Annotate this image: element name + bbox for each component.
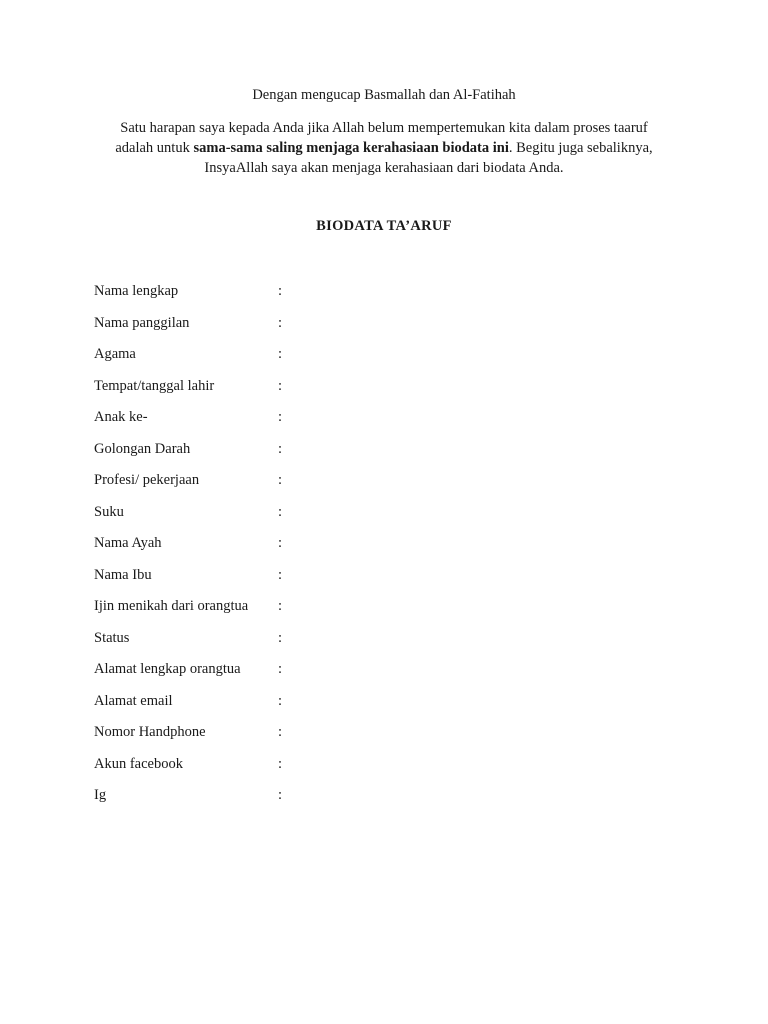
- field-row: [94, 281, 694, 313]
- field-colon: :: [278, 283, 283, 299]
- field-row: [94, 659, 694, 691]
- field-label: Akun facebook: [94, 755, 183, 772]
- field-label: Status: [94, 629, 130, 646]
- field-row: [94, 596, 694, 628]
- intro-line-2-bold: sama-sama saling menjaga kerahasiaan biodata ini: [193, 140, 509, 156]
- field-row: [94, 376, 694, 408]
- field-colon: :: [278, 629, 283, 646]
- field-colon: :: [278, 409, 283, 425]
- field-colon: :: [278, 566, 283, 583]
- field-colon: :: [278, 377, 283, 394]
- field-colon: :: [278, 503, 283, 520]
- field-row: [94, 533, 694, 565]
- field-label: Tempat/tanggal lahir: [94, 377, 215, 394]
- field-label: Nama Ibu: [94, 566, 152, 583]
- field-colon: :: [278, 755, 283, 772]
- field-colon: :: [278, 661, 283, 677]
- field-row: [94, 691, 694, 723]
- field-label: Alamat lengkap orangtua: [94, 661, 241, 677]
- field-row: [94, 754, 694, 786]
- field-row: [94, 722, 694, 754]
- field-label: Suku: [94, 503, 124, 520]
- field-row: [94, 785, 694, 817]
- field-colon: :: [278, 346, 283, 362]
- intro-line-2-prefix: adalah untuk: [115, 140, 194, 156]
- field-label: Ijin menikah dari orangtua: [94, 598, 249, 614]
- intro-line-1: Satu harapan saya kepada Anda jika Allah belum mempertemukan kita dalam proses taaruf: [120, 120, 648, 136]
- field-row: [94, 407, 694, 439]
- field-colon: :: [278, 535, 283, 551]
- biodata-field-list: [94, 281, 694, 817]
- field-label: Nama panggilan: [94, 314, 190, 331]
- field-row: [94, 565, 694, 597]
- field-label: Nama lengkap: [94, 283, 179, 299]
- field-label: Anak ke-: [94, 409, 148, 425]
- field-row: [94, 439, 694, 471]
- field-colon: :: [278, 692, 283, 709]
- intro-paragraph: [84, 118, 684, 178]
- field-row: [94, 502, 694, 534]
- field-colon: :: [278, 787, 283, 803]
- intro-line-2-suffix: . Begitu juga sebaliknya,: [508, 140, 653, 156]
- field-row: [94, 344, 694, 376]
- field-colon: :: [278, 314, 283, 331]
- opening-line: Dengan mengucap Basmallah dan Al-Fatihah: [252, 87, 516, 103]
- field-colon: :: [278, 472, 283, 488]
- field-label: Agama: [94, 346, 136, 362]
- field-row: [94, 470, 694, 502]
- field-colon: :: [278, 598, 283, 614]
- field-label: Nama Ayah: [94, 535, 162, 551]
- field-colon: :: [278, 440, 283, 457]
- field-label: Golongan Darah: [94, 440, 191, 457]
- field-row: [94, 628, 694, 660]
- field-colon: :: [278, 724, 283, 740]
- field-label: Ig: [94, 787, 107, 803]
- document-title: BIODATA TA’ARUF: [316, 218, 452, 234]
- intro-line-3: InsyaAllah saya akan menjaga kerahasiaan dari biodata Anda.: [204, 160, 564, 176]
- field-label: Profesi/ pekerjaan: [94, 472, 200, 488]
- field-label: Alamat email: [94, 692, 173, 709]
- field-label: Nomor Handphone: [94, 724, 206, 740]
- field-row: [94, 313, 694, 345]
